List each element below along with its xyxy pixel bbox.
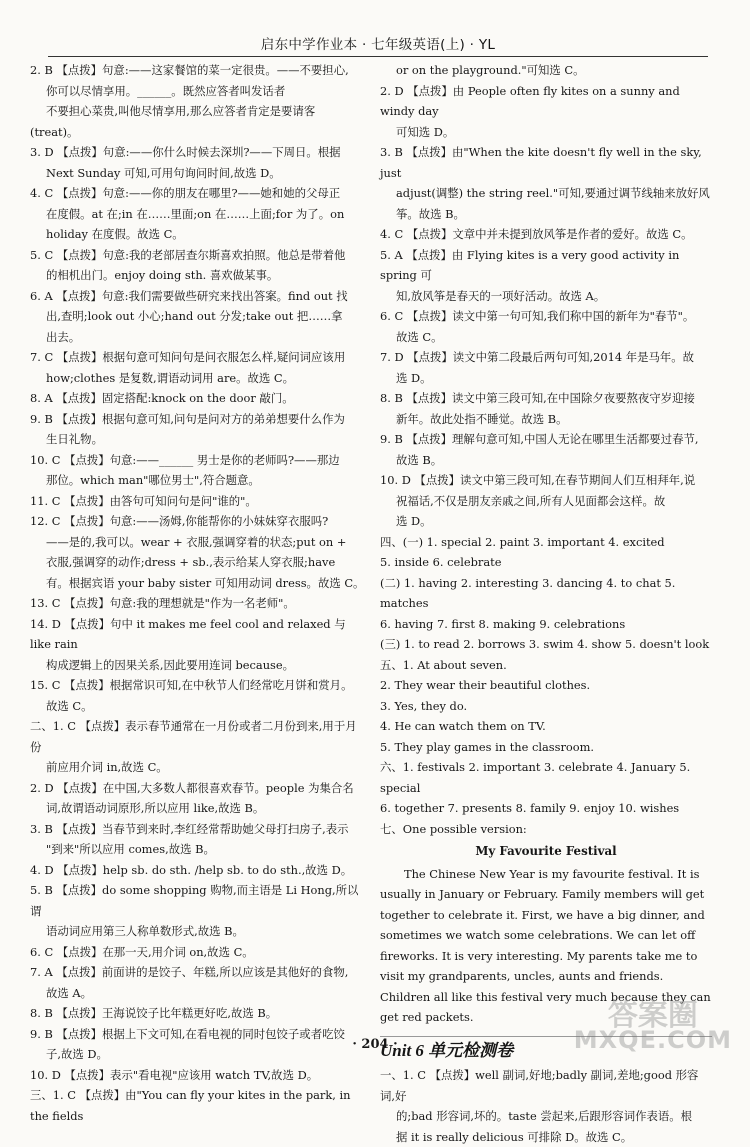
right-answers bbox=[380, 60, 712, 839]
answer-line: 前应用介词 in,故选 C。 bbox=[30, 757, 365, 778]
answer-line: ——是的,我可以。wear + 衣服,强调穿着的状态;put on + bbox=[30, 532, 365, 553]
answer-line: 5. C 【点拨】句意:我的老部居查尔斯喜欢拍照。他总是带着他 bbox=[30, 245, 365, 266]
answer-line: 筝。故选 B。 bbox=[380, 204, 712, 225]
essay-title: My Favourite Festival bbox=[380, 841, 712, 862]
answer-line: 三、1. C 【点拨】由"You can fly your kites in the park, in the fields bbox=[30, 1085, 365, 1126]
answer-line: 7. D 【点拨】读文中第二段最后两句可知,2014 年是马年。故 bbox=[380, 347, 712, 368]
answer-line: 9. B 【点拨】根据上下文可知,在看电视的同时包饺子或者吃饺 bbox=[30, 1024, 365, 1045]
watermark-line-1: 答案圈 bbox=[574, 1004, 732, 1028]
page-number: · 204 · bbox=[0, 1037, 750, 1052]
answer-line: 出,查明;look out 小心;hand out 分发;take out 把……拿 bbox=[30, 306, 365, 327]
answer-line: "到来"所以应用 comes,故选 B。 bbox=[30, 839, 365, 860]
answer-line: 二、1. C 【点拨】表示春节通常在一月份或者二月份到来,用于月份 bbox=[30, 716, 365, 757]
answer-line: 故选 B。 bbox=[380, 450, 712, 471]
answer-line: 五、1. At about seven. bbox=[380, 655, 712, 676]
answer-line: 12. C 【点拨】句意:——汤姆,你能帮你的小妹妹穿衣服吗? bbox=[30, 511, 365, 532]
answer-line: 10. D 【点拨】读文中第三段可知,在春节期间人们互相拜年,说 bbox=[380, 470, 712, 491]
answer-line: 出去。 bbox=[30, 327, 365, 348]
answer-line: 那位。which man"哪位男士",符合题意。 bbox=[30, 470, 365, 491]
answer-line: 不要担心菜贵,叫他尽情享用,那么应答者肯定是要请客 bbox=[30, 101, 365, 122]
answer-line: 5. inside 6. celebrate bbox=[380, 552, 712, 573]
answer-line: 4. C 【点拨】句意:——你的朋友在哪里?——她和她的父母正 bbox=[30, 183, 365, 204]
answer-line: 故选 C。 bbox=[30, 696, 365, 717]
answer-line: 的相机出门。enjoy doing sth. 喜欢做某事。 bbox=[30, 265, 365, 286]
answer-line: or on the playground."可知选 C。 bbox=[380, 60, 712, 81]
answer-line: 8. B 【点拨】读文中第三段可知,在中国除夕夜要熬夜守岁迎接 bbox=[380, 388, 712, 409]
answer-line: 15. C 【点拨】根据常识可知,在中秋节人们经常吃月饼和赏月。 bbox=[30, 675, 365, 696]
answer-line: 5. They play games in the classroom. bbox=[380, 737, 712, 758]
answer-line: 知,放风筝是春天的一项好活动。故选 A。 bbox=[380, 286, 712, 307]
answer-line: 3. D 【点拨】句意:——你什么时候去深圳?——下周日。根据 bbox=[30, 142, 365, 163]
answer-line: (三) 1. to read 2. borrows 3. swim 4. show 5. doesn't look bbox=[380, 634, 712, 655]
answer-line: 六、1. festivals 2. important 3. celebrate 4. January 5. special bbox=[380, 757, 712, 798]
answer-line: 祝福话,不仅是朋友亲戚之间,所有人见面都会这样。故 bbox=[380, 491, 712, 512]
essay-body: The Chinese New Year is my favourite festival. It is usually in January or February. Family members will get together to celebrate it. First, we have a big dinner, and sometimes we watch some celebrations. We can let off fireworks. It is very interesting. My parents take me to visit my grandparents, uncles, aunts and friends. Children all like this festival very much because they can get red packets. bbox=[380, 864, 712, 1028]
page-header: 启东中学作业本 · 七年级英语(上) · YL bbox=[48, 33, 708, 57]
left-column bbox=[30, 60, 365, 1126]
answer-line: 词,故谓语动词原形,所以应用 like,故选 B。 bbox=[30, 798, 365, 819]
answer-line: 7. C 【点拨】根据句意可知问句是问衣服怎么样,疑问词应该用 bbox=[30, 347, 365, 368]
right-column bbox=[380, 60, 712, 1147]
answer-line: 故选 A。 bbox=[30, 983, 365, 1004]
answer-line: 在度假。at 在;in 在……里面;on 在……上面;for 为了。on bbox=[30, 204, 365, 225]
answer-line: 四、(一) 1. special 2. paint 3. important 4. excited bbox=[380, 532, 712, 553]
answer-line: 可知选 D。 bbox=[380, 122, 712, 143]
answer-line: 子,故选 D。 bbox=[30, 1044, 365, 1065]
answer-line: 8. B 【点拨】王海说饺子比年糕更好吃,故选 B。 bbox=[30, 1003, 365, 1024]
answer-line: adjust(调整) the string reel."可知,要通过调节线轴来放好风 bbox=[380, 183, 712, 204]
answer-line: 故选 C。 bbox=[380, 327, 712, 348]
unit6-title: Unit 6 单元检测卷 bbox=[380, 1036, 712, 1062]
answer-line: 5. B 【点拨】do some shopping 购物,而主语是 Li Hong,所以谓 bbox=[30, 880, 365, 921]
answer-line: 3. B 【点拨】由"When the kite doesn't fly well in the sky, just bbox=[380, 142, 712, 183]
answer-line: 4. D 【点拨】help sb. do sth. /help sb. to do sth.,故选 D。 bbox=[30, 860, 365, 881]
answer-line: 8. A 【点拨】固定搭配:knock on the door 敲门。 bbox=[30, 388, 365, 409]
answer-line: 七、One possible version: bbox=[380, 819, 712, 840]
answer-line: 10. D 【点拨】表示"看电视"应该用 watch TV,故选 D。 bbox=[30, 1065, 365, 1086]
answer-line: 构成逻辑上的因果关系,因此要用连词 because。 bbox=[30, 655, 365, 676]
answer-line: how;clothes 是复数,谓语动词用 are。故选 C。 bbox=[30, 368, 365, 389]
answer-line: 7. A 【点拨】前面讲的是饺子、年糕,所以应该是其他好的食物, bbox=[30, 962, 365, 983]
answer-line: 有。根据宾语 your baby sister 可知用动词 dress。故选 C。 bbox=[30, 573, 365, 594]
watermark-logo bbox=[574, 1004, 732, 1052]
answer-line: 5. A 【点拨】由 Flying kites is a very good activity in spring 可 bbox=[380, 245, 712, 286]
answer-line: 据 it is really delicious 可排除 D。故选 C。 bbox=[380, 1127, 712, 1147]
answer-line: 4. He can watch them on TV. bbox=[380, 716, 712, 737]
answer-line: 生日礼物。 bbox=[30, 429, 365, 450]
answer-line: 你可以尽情享用。______。既然应答者叫发话者 bbox=[30, 81, 365, 102]
answer-line: holiday 在度假。故选 C。 bbox=[30, 224, 365, 245]
answer-line: 4. C 【点拨】文章中并未提到放风筝是作者的爱好。故选 C。 bbox=[380, 224, 712, 245]
answer-line: 9. B 【点拨】根据句意可知,问句是问对方的弟弟想要什么作为 bbox=[30, 409, 365, 430]
answer-line: 2. D 【点拨】在中国,大多数人都很喜欢春节。people 为集合名 bbox=[30, 778, 365, 799]
answer-line: 6. having 7. first 8. making 9. celebrations bbox=[380, 614, 712, 635]
answer-line: 衣服,强调穿的动作;dress + sb.,表示给某人穿衣服;have bbox=[30, 552, 365, 573]
answer-line: 10. C 【点拨】句意:——______ 男士是你的老师吗?——那边 bbox=[30, 450, 365, 471]
answer-line: 13. C 【点拨】句意:我的理想就是"作为一名老师"。 bbox=[30, 593, 365, 614]
answer-line: 3. Yes, they do. bbox=[380, 696, 712, 717]
answer-line: 6. C 【点拨】读文中第一句可知,我们称中国的新年为"春节"。 bbox=[380, 306, 712, 327]
answer-line: 6. A 【点拨】句意:我们需要做些研究来找出答案。find out 找 bbox=[30, 286, 365, 307]
answer-line: 2. D 【点拨】由 People often fly kites on a sunny and windy day bbox=[380, 81, 712, 122]
answer-line: 3. B 【点拨】当春节到来时,李红经常帮助她父母打扫房子,表示 bbox=[30, 819, 365, 840]
answer-line: 语动词应用第三人称单数形式,故选 B。 bbox=[30, 921, 365, 942]
answer-line: 选 D。 bbox=[380, 511, 712, 532]
answer-line: 2. B 【点拨】句意:——这家餐馆的菜一定很贵。——不要担心, bbox=[30, 60, 365, 81]
unit6-answers bbox=[380, 1065, 712, 1147]
answer-line: 的;bad 形容词,坏的。taste 尝起来,后跟形容词作表语。根 bbox=[380, 1106, 712, 1127]
answer-line: 6. together 7. presents 8. family 9. enjoy 10. wishes bbox=[380, 798, 712, 819]
answer-line: 14. D 【点拨】句中 it makes me feel cool and relaxed 与 like rain bbox=[30, 614, 365, 655]
watermark-line-2: MXQE.COM bbox=[574, 1028, 732, 1052]
answer-line: 11. C 【点拨】由答句可知问句是问"谁的"。 bbox=[30, 491, 365, 512]
answer-line: 6. C 【点拨】在那一天,用介词 on,故选 C。 bbox=[30, 942, 365, 963]
answer-line: 选 D。 bbox=[380, 368, 712, 389]
answer-line: (treat)。 bbox=[30, 122, 365, 143]
answer-line: 新年。故此处指不睡觉。故选 B。 bbox=[380, 409, 712, 430]
answer-line: Next Sunday 可知,可用句询问时间,故选 D。 bbox=[30, 163, 365, 184]
answer-line: 2. They wear their beautiful clothes. bbox=[380, 675, 712, 696]
answer-line: (二) 1. having 2. interesting 3. dancing 4. to chat 5. matches bbox=[380, 573, 712, 614]
answer-line: 一、1. C 【点拨】well 副词,好地;badly 副词,差地;good 形容词,好 bbox=[380, 1065, 712, 1106]
answer-line: 9. B 【点拨】理解句意可知,中国人无论在哪里生活都要过春节, bbox=[380, 429, 712, 450]
